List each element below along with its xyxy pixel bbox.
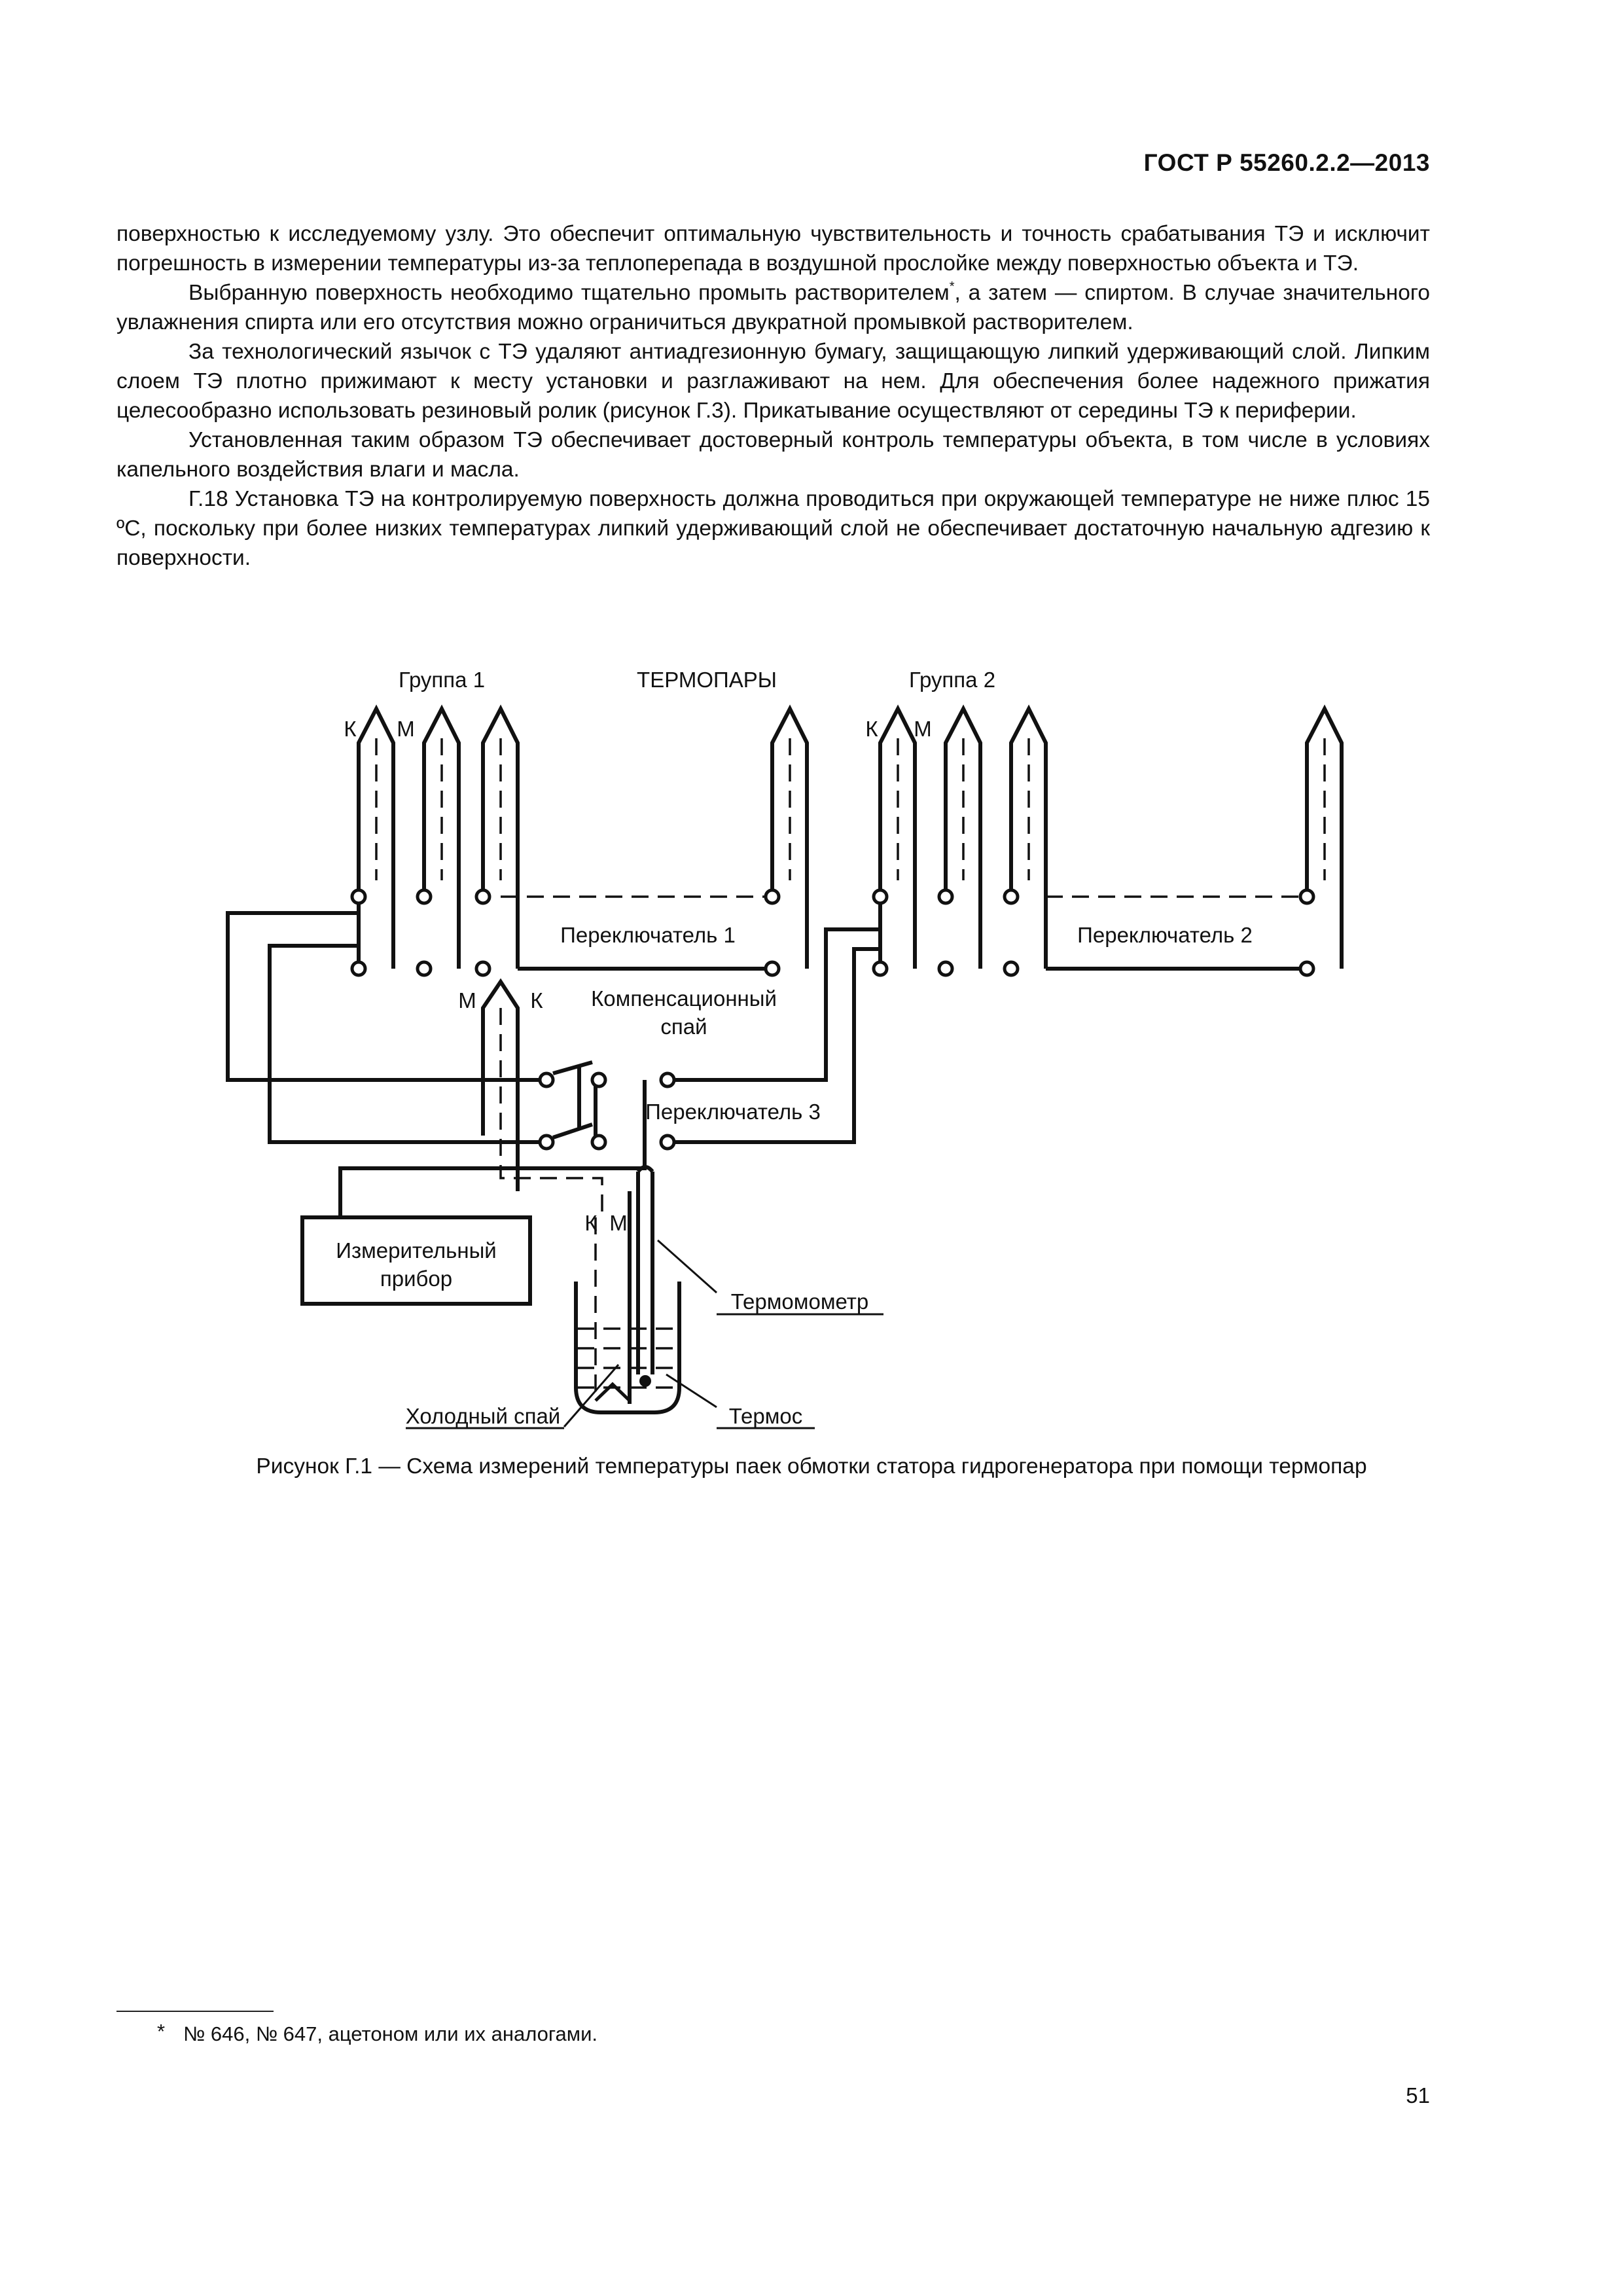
label-m-g1: М xyxy=(397,717,415,741)
footnote-ref: * xyxy=(949,279,955,294)
label-m-comp: М xyxy=(458,988,476,1013)
leader-thermometer xyxy=(658,1240,717,1293)
label-m-g2: М xyxy=(914,717,932,741)
label-group-2: Группа 2 xyxy=(908,668,996,692)
label-instrument-2: прибор xyxy=(380,1266,453,1291)
thermometer-tube xyxy=(638,1167,652,1374)
thermometer-bulb xyxy=(639,1375,651,1387)
label-k-g2: К xyxy=(865,717,878,741)
label-compensation-2: спай xyxy=(660,1014,707,1039)
paragraph-4: Установленная таким образом ТЭ обеспечивает достоверный контроль температуры объекта, в том числе в условиях капельного воздействия влаги и масла. xyxy=(116,428,1430,482)
label-thermos: Термос xyxy=(728,1404,803,1428)
footnote-text: № 646, № 647, ацетоном или их аналогами. xyxy=(183,2022,598,2045)
label-compensation-1: Компенсационный xyxy=(591,986,777,1011)
paragraph-5: Г.18 Установка ТЭ на контролируемую поверхность должна проводиться при окружающей температуре не ниже плюс 15 ºС, поскольку при более низких температурах липкий удерживающий слой не обеспечивает достаточную начальную адгезию к поверхности. xyxy=(116,487,1430,570)
paragraph-2-start: Выбранную поверхность необходимо тщательно промыть растворителем xyxy=(188,281,950,305)
paragraph-2-end: , а затем — спиртом. В случае значительного увлажнения спирта или его отсутствия можно ограничиться двукратной промывкой растворителем. xyxy=(116,281,1430,334)
label-cold-junction: Холодный спай xyxy=(405,1404,561,1428)
leader-cold-junction xyxy=(564,1365,618,1427)
document-id-header: ГОСТ Р 55260.2.2—2013 xyxy=(1143,149,1430,176)
switch3-blade-upper xyxy=(553,1062,592,1073)
paragraph-1: поверхностью к исследуемому узлу. Это обеспечит оптимальную чувствительность и точность срабатывания ТЭ и исключит погрешность в измерении температуры из-за теплоперепада в воздушной прослойке между поверхностью объекта и ТЭ. xyxy=(116,222,1430,276)
footnote-mark: * xyxy=(157,2020,166,2043)
page-number: 51 xyxy=(1406,2083,1430,2108)
label-thermocouples: ТЕРМОПАРЫ xyxy=(637,668,777,692)
label-k-g1: К xyxy=(344,717,357,741)
label-switch-3: Переключатель 3 xyxy=(645,1100,821,1124)
label-m-thermos: М xyxy=(609,1211,628,1235)
wire-sw1-upper xyxy=(228,913,550,1080)
wire-sw1-lower xyxy=(270,946,550,1142)
label-instrument-1: Измерительный xyxy=(336,1238,497,1263)
footnote-separator xyxy=(116,2011,274,2012)
figure-caption: Рисунок Г.1 — Схема измерений температуры паек обмотки статора гидрогенератора при помощи термопар xyxy=(256,1454,1367,1479)
label-k-comp: К xyxy=(530,988,543,1013)
label-group-1: Группа 1 xyxy=(398,668,486,692)
label-thermometer: Термомометр xyxy=(730,1289,869,1314)
paragraph-3: За технологический язычок с ТЭ удаляют антиадгезионную бумагу, защищающую липкий удерживающий слой. Липким слоем ТЭ плотно прижимают к месту установки и разглаживают на нем. Для обеспечения более надежного прижатия целесообразно использовать резиновый ролик (рисунок Г.3). Прикатывание осуществляют от середины ТЭ к периферии. xyxy=(116,340,1430,423)
label-switch-1: Переключатель 1 xyxy=(560,923,736,947)
label-k-thermos: К xyxy=(584,1211,597,1235)
switch3-blade-lower xyxy=(553,1124,592,1138)
label-switch-2: Переключатель 2 xyxy=(1077,923,1253,947)
footnote xyxy=(157,2020,598,2046)
